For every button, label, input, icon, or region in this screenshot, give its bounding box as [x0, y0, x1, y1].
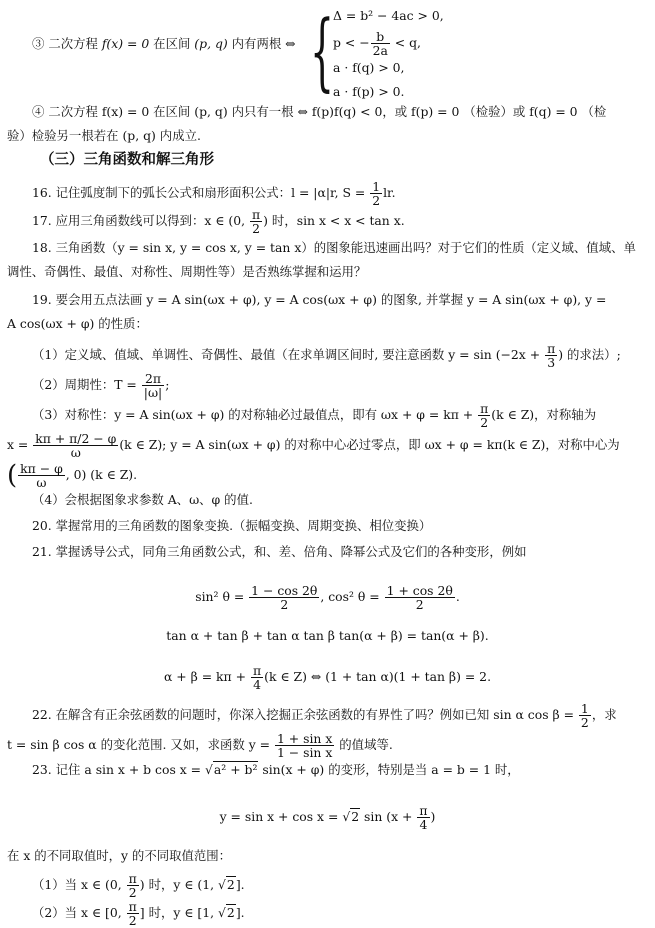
- paragraph-20: 20. 掌握常用的三角函数的图象变换.（振幅变换、周期变换、相位变换）: [32, 518, 432, 533]
- fraction: $\frac{\pi}{2}$: [480, 401, 489, 430]
- fraction: $\frac{b}{2a}$: [372, 29, 388, 58]
- paragraph-19-item3-line1: （3）对称性：y = A sin(ωx + φ) 的对称轴必过最值点，即有 ωx + φ = kπ + $\frac{\pi}{2}$ (k ∈ Z)，对称轴为: [32, 401, 597, 430]
- fraction: $\frac{\pi}{4}$: [252, 663, 262, 692]
- paragraph-23-case1: （1）当 x ∈ (0, $\frac{\pi}{2}$ ) 时，y ∈ (1, √2].: [32, 871, 245, 900]
- formula-23: y = sin x + cos x = √2 sin (x + $\frac{\pi}{4}$ ): [219, 803, 436, 832]
- fraction: $\frac{\pi}{4}$: [419, 803, 428, 832]
- item4-line2: 验）检验另一根若在 (p, q) 内成立.: [7, 128, 201, 143]
- fraction: $\frac{1 + \cos 2\theta}{2}$: [386, 583, 453, 612]
- condition-1: Δ = b² − 4ac > 0,: [333, 8, 444, 23]
- paragraph-19-item3-line3: ( $\frac{k\pi - \varphi}{\omega}$ , 0) (k ∈ Z).: [7, 460, 138, 491]
- formula-21-2: tan α + tan β + tan α tan β tan(α + β) = tan(α + β).: [166, 628, 489, 643]
- paragraph-19-item3-line2: x = $\frac{k\pi + \pi/2 - \varphi}{\omega}$ (k ∈ Z); y = A sin(ωx + φ) 的对称中心必过零点，即 ωx + φ = kπ(k ∈ Z)，对称中心为: [7, 431, 620, 460]
- paragraph-23-line2: 在 x 的不同取值时，y 的不同取值范围：: [7, 848, 232, 863]
- paragraph-21: 21. 掌握诱导公式，同角三角函数公式，和、差、倍角、降幂公式及它们的各种变形，例如: [32, 544, 527, 559]
- condition-2: p < − $\frac{b}{2a}$ < q,: [333, 29, 421, 58]
- formula-21-1: sin² θ = $\frac{1 - \cos 2\theta}{2}$ , cos² θ = $\frac{1 + \cos 2\theta}{2}$ .: [195, 583, 460, 612]
- paragraph-22-line1: 22. 在解含有正余弦函数的问题时，你深入挖掘正余弦函数的有界性了吗？例如已知 sin α cos β = $\frac{1}{2}$ ，求: [32, 701, 617, 730]
- fraction: $\frac{\pi}{2}$: [128, 871, 137, 900]
- paragraph-22-line2: t = sin β cos α 的变化范围. 又如，求函数 y = $\frac{\text{1 + sin x}}{\text{1 − sin x}}$ 的值域等.: [7, 731, 393, 760]
- fraction: $\frac{1}{2}$: [372, 179, 381, 208]
- fraction: $\frac{\pi}{2}$: [128, 899, 137, 928]
- fraction: $\frac{k\pi + \pi/2 - \varphi}{\omega}$: [35, 431, 117, 460]
- fraction: $\frac{1}{2}$: [580, 701, 589, 730]
- paragraph-19-item1: （1）定义域、值域、单调性、奇偶性、最值（在求单调区间时, 要注意函数 y = sin (−2x + $\frac{\pi}{3}$ ) 的求法）;: [32, 341, 621, 370]
- fraction: $\frac{\pi}{2}$: [251, 207, 261, 236]
- fraction: $\frac{\text{1 + sin x}}{\text{1 − sin x}}$: [276, 731, 333, 760]
- paragraph-17: 17. 应用三角函数线可以得到：x ∈ (0, $\frac{\pi}{2}$ ) 时，sin x < x < tan x.: [32, 207, 405, 236]
- formula-21-3: α + β = kπ + $\frac{\pi}{4}$ (k ∈ Z) ⇔ (1 + tan α)(1 + tan β) = 2.: [163, 663, 492, 692]
- brace-symbol: {: [310, 2, 335, 100]
- paragraph-23-case2: （2）当 x ∈ [0, $\frac{\pi}{2}$ ] 时，y ∈ [1, √2].: [32, 899, 245, 928]
- fraction: $\frac{2\pi}{|\omega|}$: [143, 371, 163, 400]
- paragraph-23-line1: 23. 记住 a sin x + b cos x = √a² + b² sin(x + φ) 的变形，特别是当 a = b = 1 时，: [32, 762, 520, 777]
- fraction: $\frac{1 - \cos 2\theta}{2}$: [251, 583, 318, 612]
- item3-statement: ③ 二次方程 f(x) = 0 在区间 (p, q) 内有两根 ⇔: [32, 36, 296, 51]
- fraction: $\frac{k\pi - \varphi}{\omega}$: [20, 461, 63, 490]
- paragraph-19-item2: （2）周期性：T = $\frac{2\pi}{|\omega|}$ ;: [32, 371, 170, 400]
- paragraph-19-line1: 19. 要会用五点法画 y = A sin(ωx + φ), y = A cos(ωx + φ) 的图象, 并掌握 y = A sin(ωx + φ), y =: [32, 292, 607, 307]
- paragraph-19-line2: A cos(ωx + φ) 的性质：: [7, 316, 148, 331]
- item4-line1: ④ 二次方程 f(x) = 0 在区间 (p, q) 内只有一根 ⇔ f(p)f(q) < 0，或 f(p) = 0 （检验）或 f(q) = 0 （检: [32, 104, 607, 119]
- condition-4: a · f(p) > 0.: [333, 84, 405, 99]
- condition-3: a · f(q) > 0,: [333, 60, 405, 75]
- paragraph-16: 16. 记住弧度制下的弧长公式和扇形面积公式：l = |α|r, S = $\frac{1}{2}$ lr.: [32, 179, 396, 208]
- paragraph-18-line2: 调性、奇偶性、最值、对称性、周期性等）是否熟练掌握和运用？: [7, 264, 367, 279]
- fraction: $\frac{\pi}{3}$: [547, 341, 556, 370]
- section-title: （三）三角函数和解三角形: [40, 151, 214, 168]
- paragraph-19-item4: （4）会根据图象求参数 A、ω、φ 的值.: [32, 492, 253, 507]
- paragraph-18-line1: 18. 三角函数（y = sin x, y = cos x, y = tan x）的图象能迅速画出吗？对于它们的性质（定义域、值域、单: [32, 240, 636, 255]
